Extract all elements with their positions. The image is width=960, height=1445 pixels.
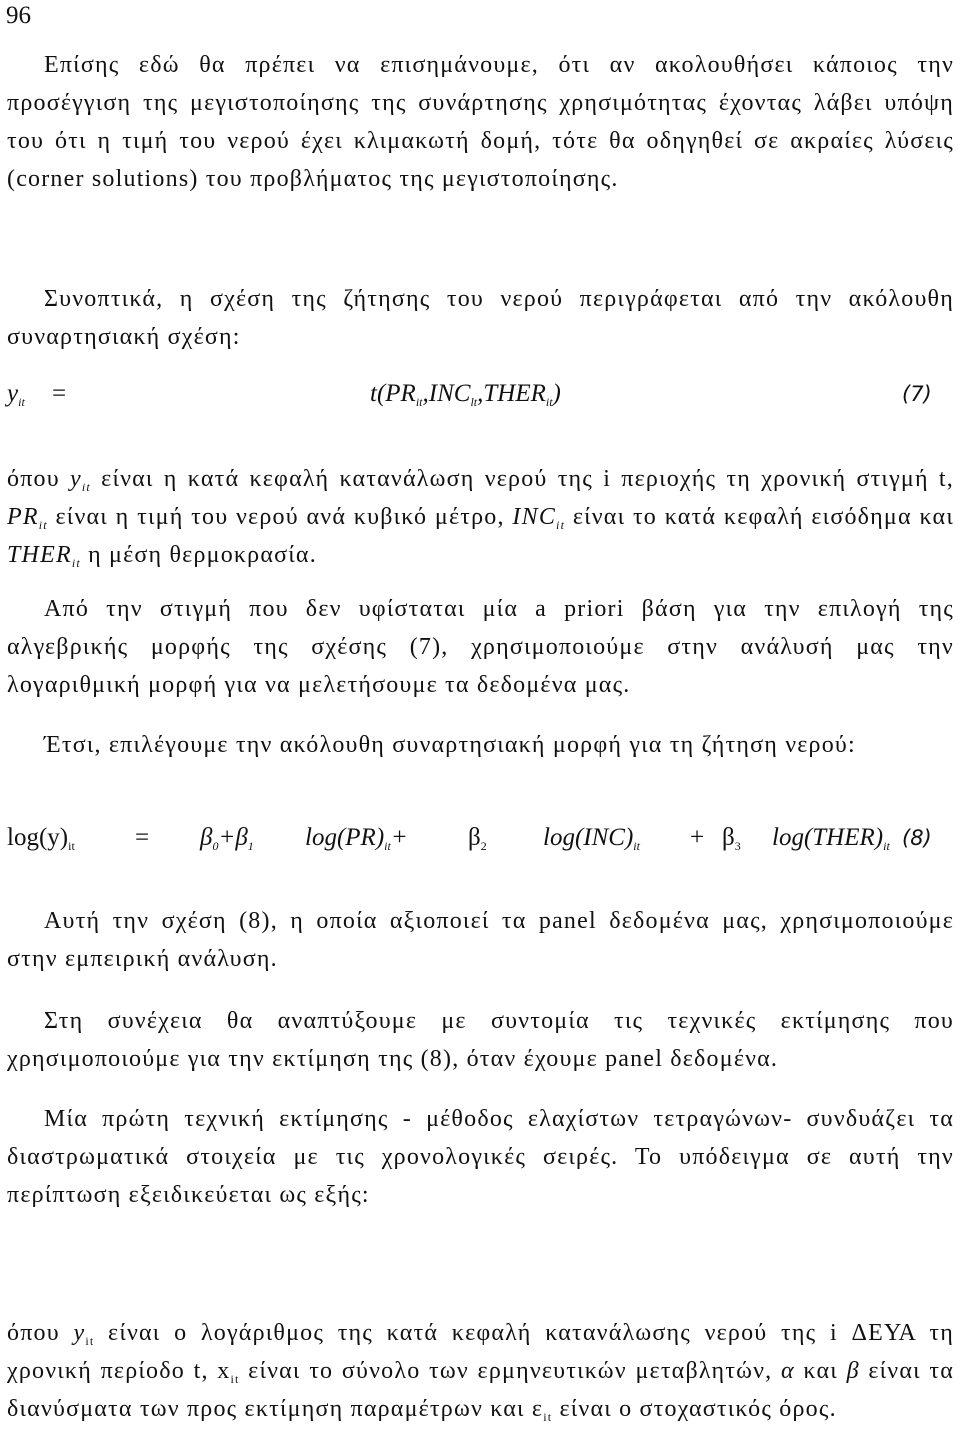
eq8-log-inc: $\log(INC)_{it}$: [543, 824, 640, 853]
eq8-beta3: $\beta_3$: [722, 824, 741, 853]
paragraph-variable-definitions: όπου $y_{it}$ είναι η κατά κεφαλή κατανάλωση νερού της i περιοχής τη χρονική στιγμή t, $PR_{it}$ είναι η τιμή του νερού ανά κυβικό μέτρο, $INC_{it}$ είναι το κατά κεφαλή εισόδημα και $THER_{it}$ η μέση θερμοκρασία.: [7, 466, 954, 570]
eq7-equals: =: [52, 380, 67, 407]
paragraph-log-form: Από την στιγμή που δεν υφίσταται μία a priori βάση για την επιλογή της αλγεβρικής μορφής της σχέσης (7), χρησιμοποιούμε στην ανάλυσή μας την λογαριθμική μορφή για να μελετήσουμε τα δεδομένα μας.: [7, 596, 954, 698]
paragraph-demand-relation: Συνοπτικά, η σχέση της ζήτησης του νερού περιγράφεται από την ακόλουθη συναρτησιακή σχέση:: [7, 286, 954, 350]
paragraph-chosen-form: Έτσι, επιλέγουμε την ακόλουθη συναρτησιακή μορφή για τη ζήτηση νερού:: [44, 732, 856, 758]
eq8-log-ther: $\log(THER)_{it}$: [772, 824, 890, 853]
paragraph-estimation-techniques: Στη συνέχεια θα αναπτύξουμε με συντομία τις τεχνικές εκτίμησης που χρησιμοποιούμε για την εκτίμηση της (8), όταν έχουμε panel δεδομένα.: [7, 1008, 954, 1072]
equation-7: [0, 380, 960, 420]
paragraph-panel-relation: Αυτή την σχέση (8), η οποία αξιοποιεί τα panel δεδομένα μας, χρησιμοποιούμε στην εμπειρική ανάλυση.: [7, 908, 954, 972]
eq8-plus: +: [690, 824, 705, 851]
eq8-number: (8): [902, 826, 932, 850]
paragraph-utility-approach: Επίσης εδώ θα πρέπει να επισημάνουμε, ότι αν ακολουθήσει κάποιος την προσέγγιση της μεγιστοποίησης της συνάρτησης χρησιμότητας έχοντας λάβει υπόψη του ότι η τιμή του νερού έχει κλιμακωτή δομή, τότε θα οδηγηθεί σε ακραίες λύσεις (corner solutions) του προβλήματος της μεγιστοποίησης.: [7, 52, 954, 192]
eq8-beta2: $\beta_2$: [468, 824, 487, 853]
eq8-lhs: $\log(y)_{it}$: [7, 824, 75, 853]
eq8-log-pr: $\log(PR)_{it}+$: [305, 824, 408, 853]
page-number: 96: [6, 2, 31, 29]
paragraph-ols-method: Μία πρώτη τεχνική εκτίμησης - μέθοδος ελαχίστων τετραγώνων- συνδυάζει τα διαστρωματικά στοιχεία με τις χρονολογικές σειρές. Το υπόδειγμα σε αυτή την περίπτωση εξειδικεύεται ως εξής:: [7, 1106, 954, 1208]
equation-8: [0, 824, 960, 864]
eq8-beta0-beta1: $\beta_0+\beta_1$: [200, 824, 254, 853]
eq7-rhs: $t(PR_{it},INC_{lt},THER_{it})$: [370, 380, 561, 409]
eq8-equals: =: [135, 824, 150, 851]
eq7-number: (7): [902, 382, 932, 406]
eq7-lhs: $y_{it}$: [7, 380, 25, 409]
paragraph-model-definitions: όπου $y_{it}$ είναι ο λογάριθμος της κατά κεφαλή κατανάλωσης νερού της i ΔΕΥΑ τη χρονική περίοδο t, $x_{it}$ είναι το σύνολο των ερμηνευτικών μεταβλητών, α και β είναι τα διανύσματα των προς εκτίμηση παραμέτρων και $\varepsilon_{it}$ είναι ο στοχαστικός όρος.: [7, 1320, 955, 1424]
